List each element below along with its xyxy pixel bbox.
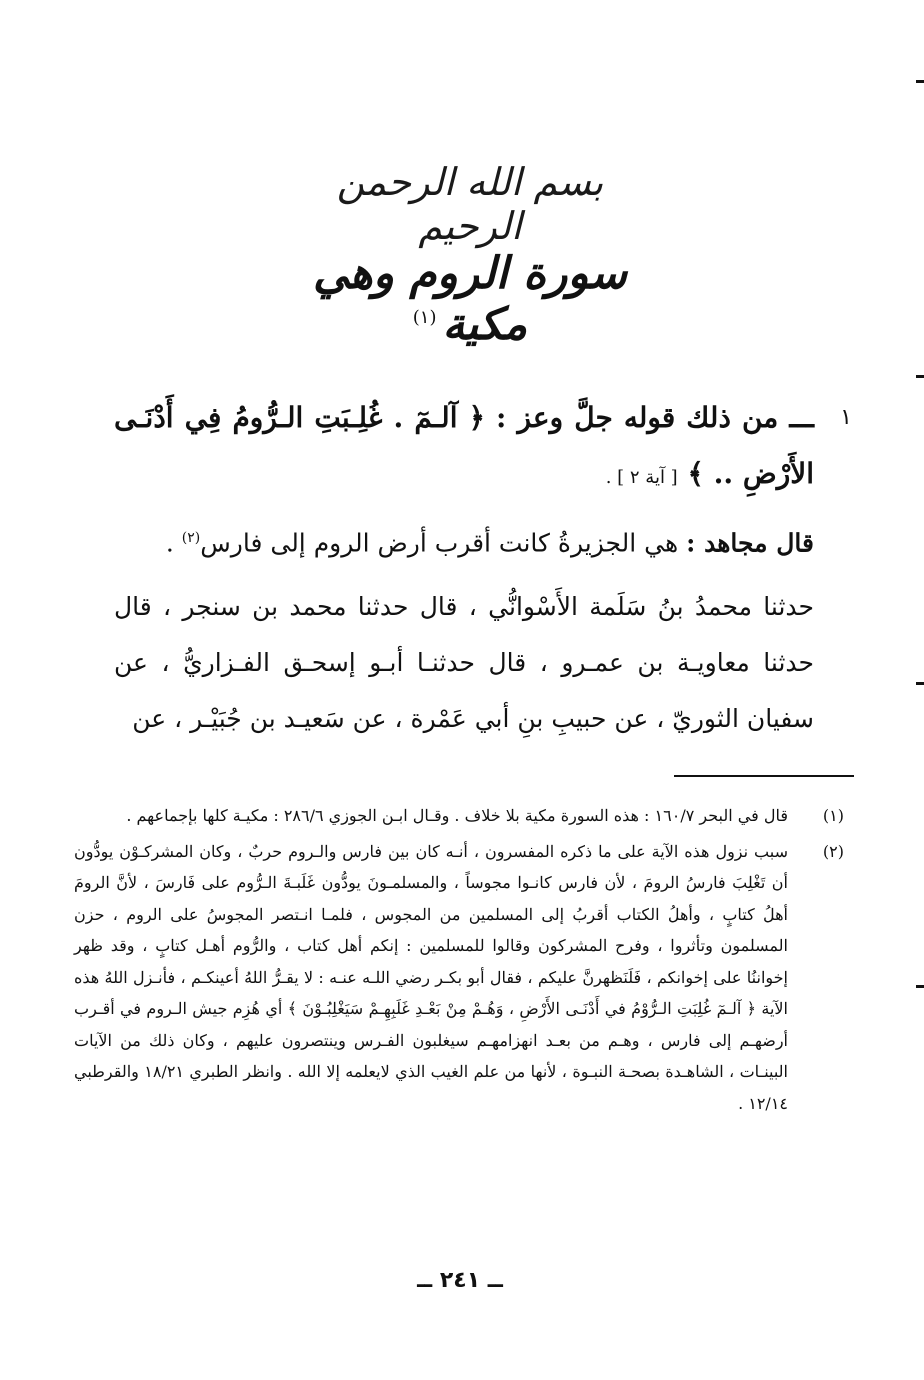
verse-line <box>114 390 814 506</box>
footnotes-section <box>74 800 844 1123</box>
mujahid-text: هي الجزيرةُ كانت أقرب أرض الروم إلى فارس <box>200 528 679 558</box>
footnote-text: قال في البحر ١٦٠/٧ : هذه السورة مكية بلا خلاف . وقـال ابـن الجوزي ٢٨٦/٦ : مكيـة كلها بإجماعهم . <box>126 806 788 825</box>
basmala-heading: بسم الله الرحمن الرحيم <box>336 160 604 248</box>
page-edge-mark <box>916 375 924 378</box>
footnote-number: (١) <box>822 806 844 825</box>
verse-reference: [ آية ٢ ] . <box>605 467 678 488</box>
footnote-divider <box>674 775 854 777</box>
entry-number: ١ <box>840 405 852 430</box>
mujahid-statement <box>114 510 814 571</box>
main-text-block <box>114 390 814 747</box>
isnad-paragraph: حدثنا محمدُ بنُ سَلَمة الأَسْوانُّي ، قال حدثنا محمد بن سنجر ، قال حدثنا معاويـة بن عمـرو ، قال حدثنـا أبـو إسحـق الفـزاريُّ ، عن سفيان الثوريّ ، عن حبيبِ بنِ أبي عَمْرة ، عن سَعيـد بن جُبَيْـر ، عن <box>114 592 814 734</box>
page-number: ــ ٢٤١ ــ <box>417 1268 503 1293</box>
page-edge-mark <box>916 985 924 988</box>
page-edge-mark <box>916 80 924 83</box>
mujahid-end: . <box>165 528 182 558</box>
mujahid-footnote-marker: (٢) <box>181 530 201 546</box>
page-edge-mark <box>916 682 924 685</box>
footnote-number: (٢) <box>822 841 844 861</box>
footnote-2 <box>74 836 844 1120</box>
mujahid-label: قال مجاهد : <box>686 528 814 558</box>
surah-title-footnote-marker: (١) <box>412 307 437 329</box>
footnote-1 <box>74 800 844 832</box>
surah-title <box>290 248 650 350</box>
surah-title-text: سورة الروم وهي مكية <box>312 248 628 350</box>
verse-text: ـــ من ذلك قوله جلَّ وعز : ﴿ آلـمٓ . غُلِـبَتِ الـرُّومُ فِي أَدْنَـى الأَرْضِ .. ﴾ <box>114 401 814 490</box>
footnote-text: سبب نزول هذه الآية على ما ذكره المفسرون ، أنـه كان بين فارس والـروم حربٌ ، وكان المشركـوْن يودُّون أن تَغْلِبَ فارسُ الرومَ ، لأن فارس كانـوا مجوساً ، والمسلمـونَ يودُّون غَلَبـةَ الـرُّوم على فَارسَ ، لأنَّ الرومَ أهلُ كتابٍ ، وأهلُ الكتاب أقربُ إلى المسلمين من المجوس ، فلمـا انـتصر المجوسُ على الروم ، حزن المسلمون وتأثروا ، وفرح المشركون وقالوا للمسلمين : إنكم أهل كتاب ، والرُّوم أهـل كتابٍ ، وقد ظهر إخواننُا على إخوانكم ، فَلَنَظهرنَّ عليكم ، فقال أبو بكـر رضي اللـه عنـه : لا يقـرُّ اللهُ أعينكـم ، فأنـزل اللهُ هذه الآية ﴿ آلـمٓ غُلِبَتِ الـرُّوْمُ في أَدْنَـى الأَرْضِ ، وَهُـمْ مِنْ بَعْـدِ غَلَبِهِـمْ سَيَغْلِبُـوْنَ ﴾ أي هُزِم جيش الـروم في أقـرب أرضهـم إلى فارس ، وهـم من بعـد انهزامهـم سيغلبون الفـرس وينتصرون عليهم ، وكان ذلك من الآيات البينـات ، الشاهـدة بصحـة النبـوة ، لأنها من علم الغيب الذي لايعلمه إلا الله . وانظر الطبري ١٨/٢١ والقرطبي ١٢/١٤ . <box>74 841 789 1113</box>
